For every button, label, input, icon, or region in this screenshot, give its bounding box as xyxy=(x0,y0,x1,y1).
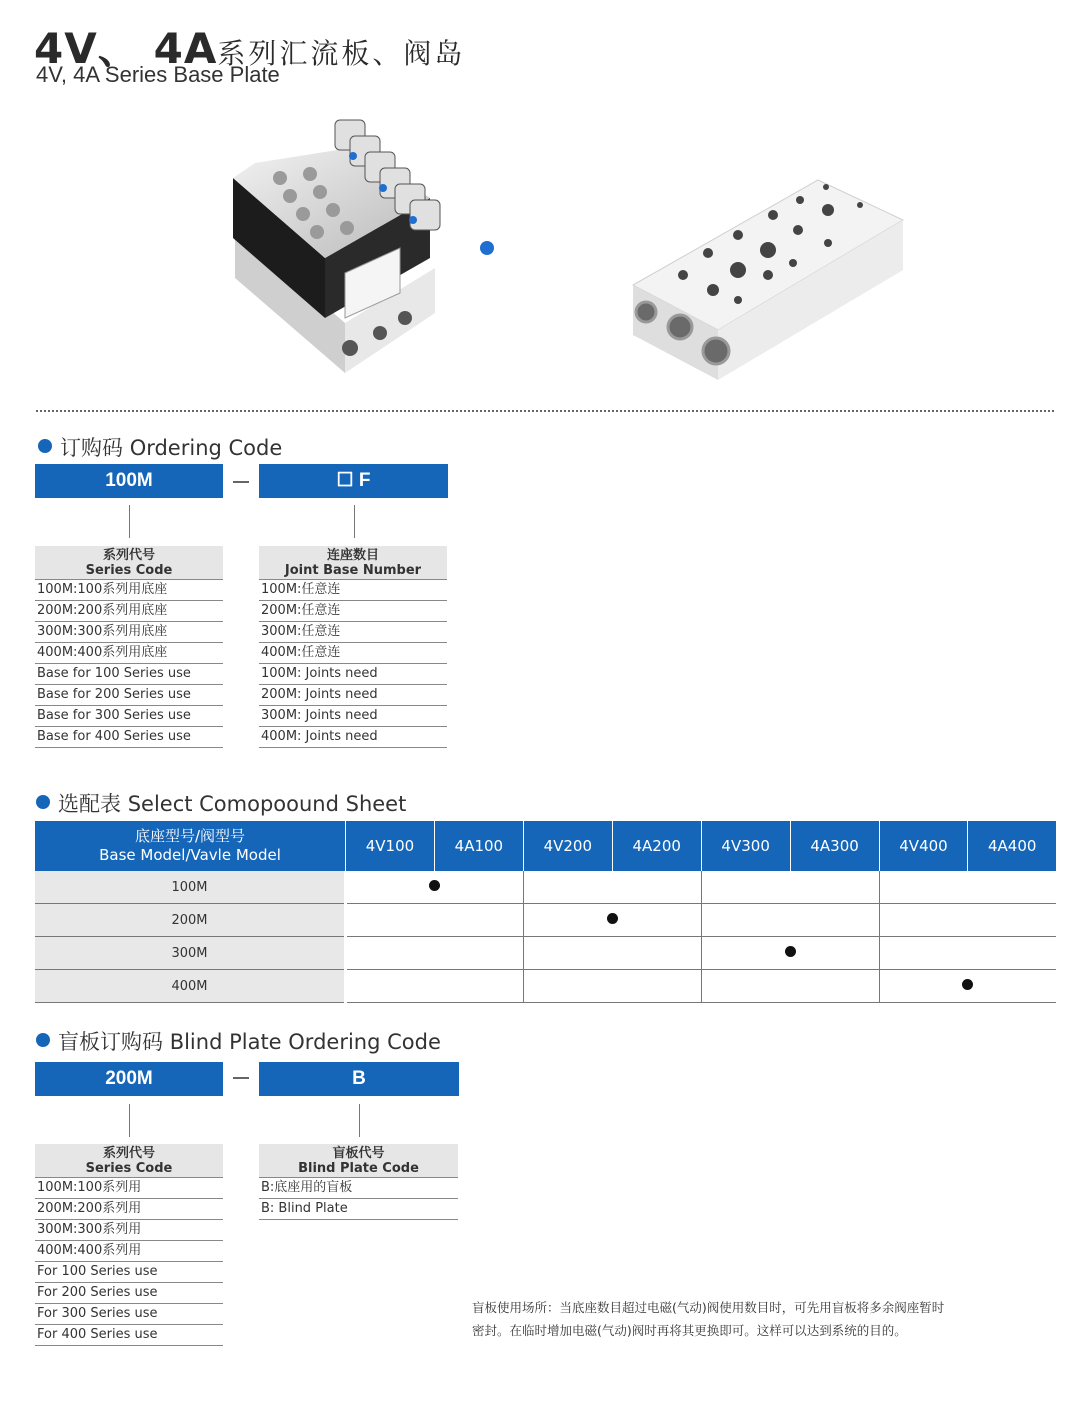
compat-cell xyxy=(879,937,1056,970)
blind-title-cn: 盲板订购码 xyxy=(58,1030,163,1054)
table-row: 400M:400系列用底座 xyxy=(35,643,223,664)
table-row: 200M:200系列用底座 xyxy=(35,601,223,622)
bullet-icon xyxy=(36,795,50,809)
table-row: 300M: Joints need xyxy=(259,706,447,727)
ordering-code-series-box: 100M xyxy=(35,464,223,498)
select-col-4v100: 4V100 xyxy=(346,821,435,871)
blind-code-series-box: 200M xyxy=(35,1062,223,1096)
select-col-4a100: 4A100 xyxy=(434,821,523,871)
table-row: 100M:100系列用底座 xyxy=(35,580,223,601)
table-row: 300M:300系列用 xyxy=(35,1220,223,1241)
page-subtitle: 4V, 4A Series Base Plate xyxy=(36,62,280,87)
compatible-dot-icon xyxy=(429,880,440,891)
connector-line xyxy=(359,1104,360,1137)
table-row: 100M:任意连 xyxy=(259,580,447,601)
connector-line xyxy=(129,505,130,538)
blind-dash xyxy=(233,1077,249,1079)
row-label: 100M xyxy=(35,871,346,904)
base-plate-photo xyxy=(628,175,908,385)
compat-cell xyxy=(346,970,524,1003)
table-row: For 300 Series use xyxy=(35,1304,223,1325)
compat-cell xyxy=(346,871,524,904)
note-line: 盲板使用场所：当底座数目超过电磁(气动)阀使用数目时，可先用盲板将多余阀座暂时 xyxy=(472,1300,945,1315)
select-title-en: Select Comopoound Sheet xyxy=(127,792,407,816)
blind-section-title xyxy=(36,1026,441,1056)
joint-code-letter: F xyxy=(358,470,371,491)
compatible-dot-icon xyxy=(607,913,618,924)
table-row: For 200 Series use xyxy=(35,1283,223,1304)
row-label: 300M xyxy=(35,937,346,970)
compat-cell xyxy=(523,970,701,1003)
blind-series-table xyxy=(35,1144,223,1346)
table-row: 400M: Joints need xyxy=(259,727,447,748)
blind-title-en: Blind Plate Ordering Code xyxy=(169,1030,441,1054)
empty-box-icon: ☐ xyxy=(336,470,354,491)
title-sep: 、 xyxy=(97,27,139,73)
table-row: Base for 300 Series use xyxy=(35,706,223,727)
table-row: Base for 100 Series use xyxy=(35,664,223,685)
blind-code-plate-box: B xyxy=(259,1062,459,1096)
blind-plate-note xyxy=(472,1296,1042,1342)
compat-cell xyxy=(701,904,879,937)
table-row: Base for 200 Series use xyxy=(35,685,223,706)
table-row: For 400 Series use xyxy=(35,1325,223,1346)
table-row: 400M:任意连 xyxy=(259,643,447,664)
compat-cell xyxy=(701,970,879,1003)
select-col-4v400: 4V400 xyxy=(879,821,968,871)
ordering-title-cn: 订购码 xyxy=(60,436,123,460)
bullet-icon xyxy=(36,1033,50,1047)
select-title-cn: 选配表 xyxy=(58,792,121,816)
table-row: 300M:任意连 xyxy=(259,622,447,643)
series-code-header: 系列代号 Series Code xyxy=(35,546,223,580)
table-row: For 100 Series use xyxy=(35,1262,223,1283)
select-header-model: 底座型号/阀型号 Base Model/Vavle Model xyxy=(35,821,346,871)
ordering-title-en: Ordering Code xyxy=(129,436,283,460)
compat-cell xyxy=(523,937,701,970)
section-divider xyxy=(36,410,1054,412)
select-col-4v200: 4V200 xyxy=(523,821,612,871)
ordering-code-joint-box xyxy=(259,464,448,498)
table-row: 200M:任意连 xyxy=(259,601,447,622)
title-cn-rest: 系列汇流板、阀岛 xyxy=(217,37,466,70)
compat-cell xyxy=(879,904,1056,937)
compatible-dot-icon xyxy=(785,946,796,957)
table-row: 100M: Joints need xyxy=(259,664,447,685)
table-row xyxy=(35,970,1056,1003)
row-label: 400M xyxy=(35,970,346,1003)
select-col-4a300: 4A300 xyxy=(790,821,879,871)
ordering-section-title xyxy=(38,432,282,462)
note-line: 密封。在临时增加电磁(气动)阀时再将其更换即可。这样可以达到系统的目的。 xyxy=(472,1323,907,1338)
blind-plate-table xyxy=(259,1144,458,1220)
connector-line xyxy=(354,505,355,538)
title-4a: 4A xyxy=(153,24,218,73)
compat-cell xyxy=(523,871,701,904)
table-row: 300M:300系列用底座 xyxy=(35,622,223,643)
row-label: 200M xyxy=(35,904,346,937)
table-row xyxy=(35,871,1056,904)
table-row xyxy=(35,937,1056,970)
select-col-4v300: 4V300 xyxy=(701,821,790,871)
select-compound-table xyxy=(35,821,1056,1003)
compat-cell xyxy=(701,937,879,970)
bullet-icon xyxy=(38,439,52,453)
connector-line xyxy=(129,1104,130,1137)
joint-base-table xyxy=(259,546,447,748)
compat-cell xyxy=(346,904,524,937)
table-row: B:底座用的盲板 xyxy=(259,1178,458,1199)
series-code-table xyxy=(35,546,223,748)
compat-cell xyxy=(346,937,524,970)
select-col-4a400: 4A400 xyxy=(968,821,1056,871)
compat-cell xyxy=(701,871,879,904)
title-4v: 4V xyxy=(34,24,98,73)
select-section-title xyxy=(36,788,406,818)
table-row: B: Blind Plate xyxy=(259,1199,458,1220)
compat-cell xyxy=(879,970,1056,1003)
blind-series-header: 系列代号 Series Code xyxy=(35,1144,223,1178)
ordering-dash xyxy=(233,481,249,483)
compat-cell xyxy=(879,871,1056,904)
blind-plate-header: 盲板代号 Blind Plate Code xyxy=(259,1144,458,1178)
table-row: 200M: Joints need xyxy=(259,685,447,706)
joint-base-header: 连座数目 Joint Base Number xyxy=(259,546,447,580)
table-row: 400M:400系列用 xyxy=(35,1241,223,1262)
table-row: 200M:200系列用 xyxy=(35,1199,223,1220)
table-row: 100M:100系列用 xyxy=(35,1178,223,1199)
compat-cell xyxy=(523,904,701,937)
compatible-dot-icon xyxy=(962,979,973,990)
table-row xyxy=(35,904,1056,937)
valve-island-photo xyxy=(225,108,505,378)
select-col-4a200: 4A200 xyxy=(612,821,701,871)
table-row: Base for 400 Series use xyxy=(35,727,223,748)
